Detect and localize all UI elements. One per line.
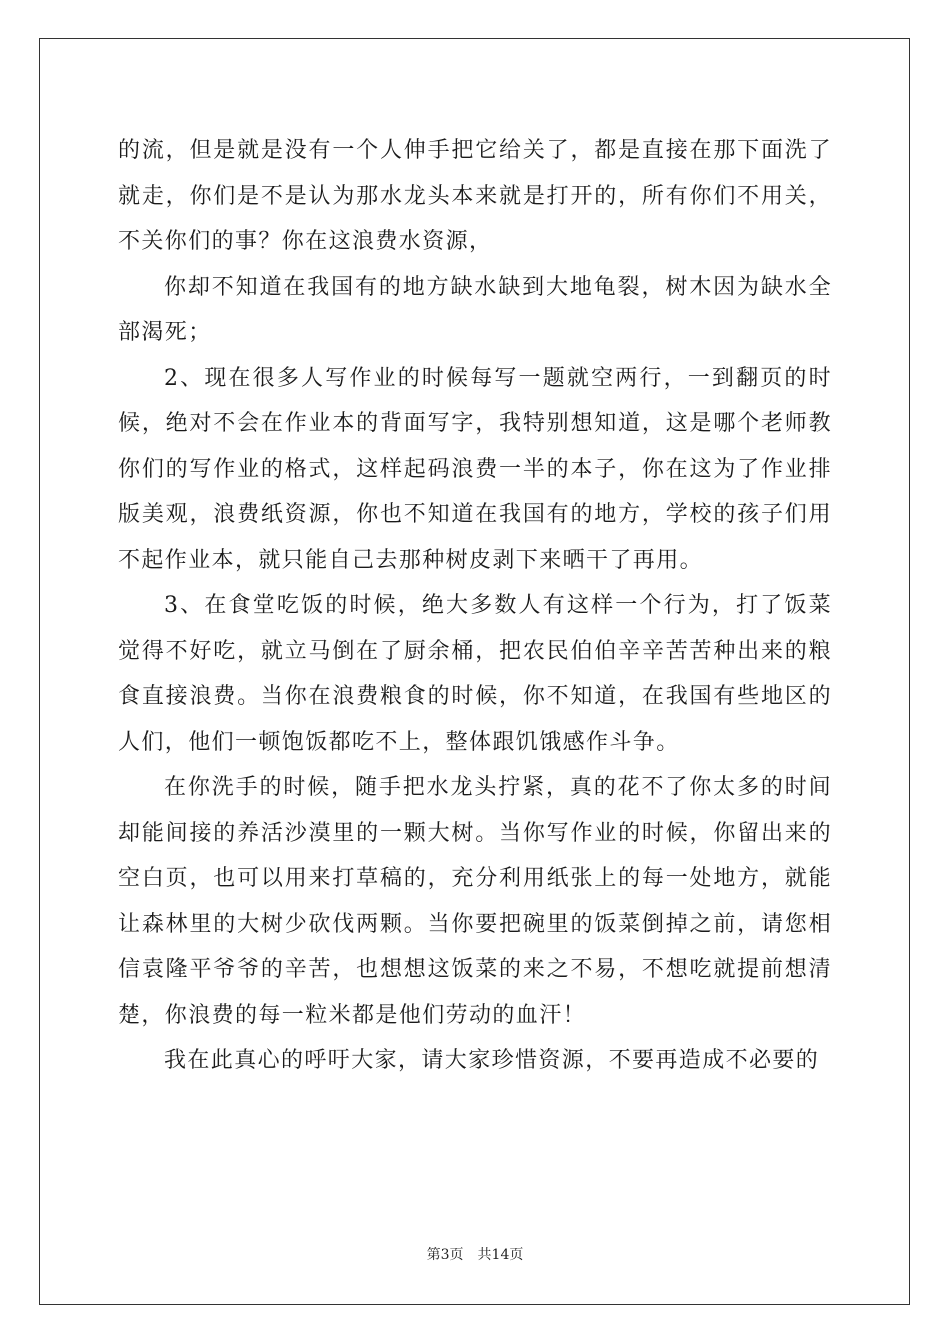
document-body [118, 128, 832, 1084]
page-total: 共14页 [477, 1247, 524, 1263]
paragraph: 的流，但是就是没有一个人伸手把它给关了，都是直接在那下面洗了就走，你们是不是认为那水龙头本来就是打开的，所有你们不用关，不关你们的事？你在这浪费水资源， [118, 138, 832, 254]
paragraph: 我在此真心的呼吁大家，请大家珍惜资源，不要再造成不必要的 [164, 1048, 820, 1073]
page-footer [0, 1244, 950, 1264]
paragraph: 3、在食堂吃饭的时候，绝大多数人有这样一个行为，打了饭菜觉得不好吃，就立马倒在了厨余桶，把农民伯伯辛辛苦苦种出来的粮食直接浪费。当你在浪费粮食的时候，你不知道，在我国有些地区的人们，他们一顿饱饭都吃不上，整体跟饥饿感作斗争。 [118, 593, 832, 755]
page-number: 第3页 [426, 1247, 464, 1263]
paragraph: 你却不知道在我国有的地方缺水缺到大地龟裂，树木因为缺水全部渴死； [118, 274, 832, 345]
paragraph: 在你洗手的时候，随手把水龙头拧紧，真的花不了你太多的时间却能间接的养活沙漠里的一颗大树。当你写作业的时候，你留出来的空白页，也可以用来打草稿的，充分利用纸张上的每一处地方，就能让森林里的大树少砍伐两颗。当你要把碗里的饭菜倒掉之前，请您相信袁隆平爷爷的辛苦，也想想这饭菜的来之不易，不想吃就提前想清楚，你浪费的每一粒米都是他们劳动的血汗！ [118, 775, 832, 1028]
paragraph: 2、现在很多人写作业的时候每写一题就空两行，一到翻页的时候，绝对不会在作业本的背面写字，我特别想知道，这是哪个老师教你们的写作业的格式，这样起码浪费一半的本子，你在这为了作业排版美观，浪费纸资源，你也不知道在我国有的地方，学校的孩子们用不起作业本，就只能自己去那种树皮剥下来晒干了再用。 [118, 365, 832, 573]
